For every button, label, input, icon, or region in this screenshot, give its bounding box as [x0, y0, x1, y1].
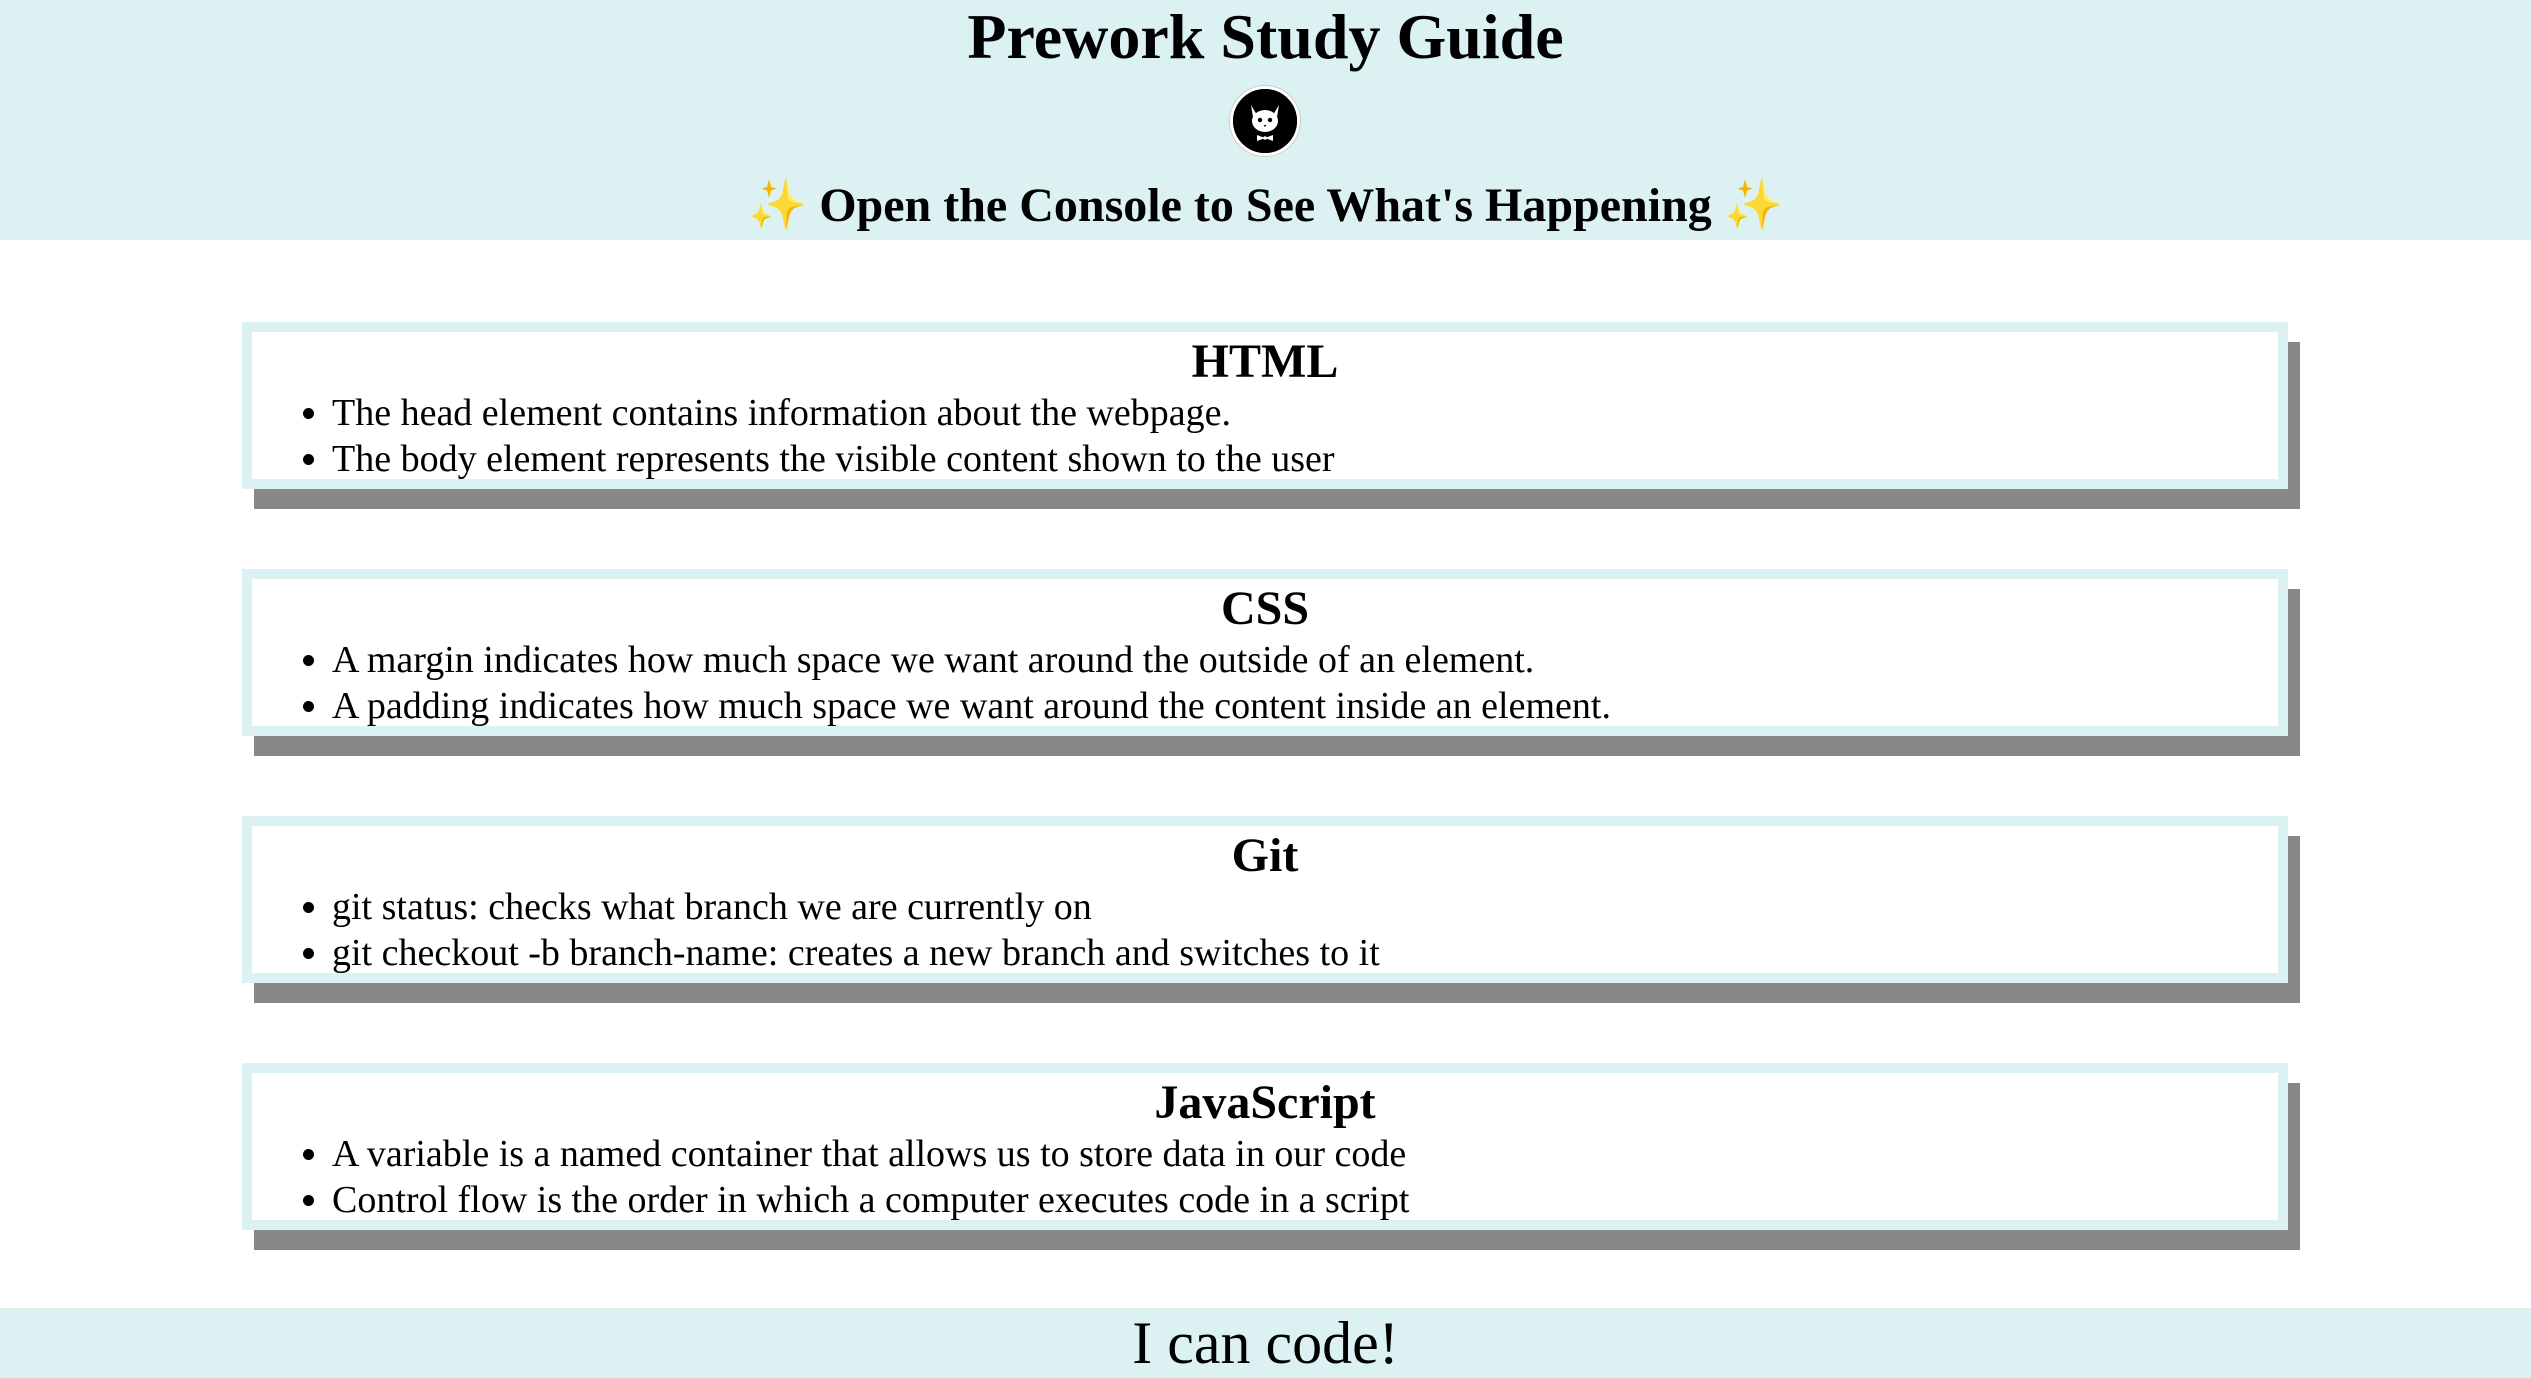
card-title: Git: [1231, 829, 1299, 882]
card-list: [252, 390, 2278, 482]
footer-text: I can code!: [1132, 1310, 1399, 1376]
card-list: [252, 1131, 2278, 1223]
card-html: [242, 322, 2288, 489]
list-item: • A margin indicates how much space we want around the outside of an element.: [332, 637, 2278, 683]
list-item: • git checkout -b branch-name: creates a new branch and switches to it: [332, 930, 2278, 976]
sparkle-icon: ✨: [747, 179, 808, 232]
console-subtitle: [0, 174, 2531, 238]
page-title: Prework Study Guide: [967, 1, 1564, 72]
list-item: • The body element represents the visible content shown to the user: [332, 436, 2278, 482]
list-item: • A variable is a named container that allows us to store data in our code: [332, 1131, 2278, 1177]
card-list: [252, 884, 2278, 976]
page-header: [0, 0, 2531, 240]
card-title: JavaScript: [1154, 1076, 1376, 1129]
card-javascript: [242, 1063, 2288, 1230]
list-item: • git status: checks what branch we are currently on: [332, 884, 2278, 930]
list-item: • Control flow is the order in which a computer executes code in a script: [332, 1177, 2278, 1223]
subtitle-text: Open the Console to See What's Happening: [819, 179, 1712, 232]
page-footer: [0, 1308, 2531, 1378]
cat-avatar-icon: [1230, 86, 1300, 156]
card-git: [242, 816, 2288, 983]
list-item: • The head element contains information about the webpage.: [332, 390, 2278, 436]
card-title: CSS: [1220, 582, 1310, 635]
card-list: [252, 637, 2278, 729]
sparkle-icon: ✨: [1723, 179, 1784, 232]
list-item: • A padding indicates how much space we want around the content inside an element.: [332, 683, 2278, 729]
card-title: HTML: [1191, 335, 1339, 388]
card-css: [242, 569, 2288, 736]
